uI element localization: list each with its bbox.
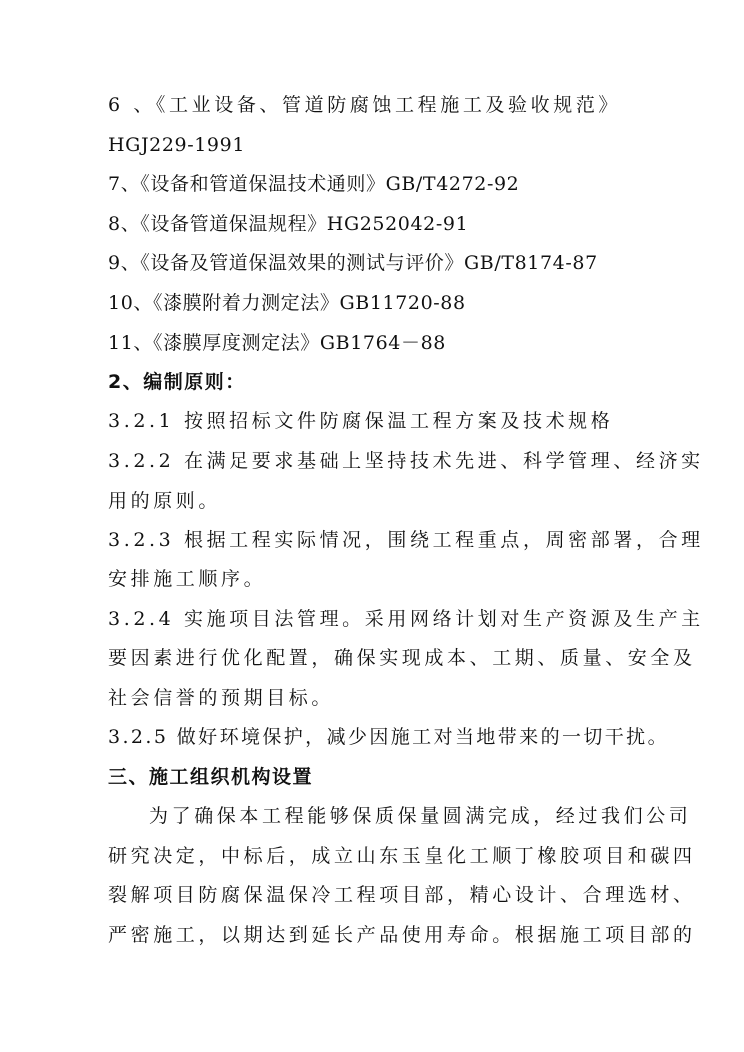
principle-3-2-2-cont: 用的原则。 [108, 490, 222, 512]
standard-item-11: 11、《漆膜厚度测定法》GB1764－88 [108, 332, 446, 354]
principle-3-2-2: 3.2.2 在满足要求基础上坚持技术先进、科学管理、经济实 [108, 450, 704, 472]
standard-item-10: 10、《漆膜附着力测定法》GB11720-88 [108, 292, 466, 314]
standard-item-9: 9、《设备及管道保温效果的测试与评价》GB/T8174-87 [108, 252, 598, 274]
standard-item-6-code: HGJ229-1991 [108, 134, 246, 156]
standard-item-7: 7、《设备和管道保温技术通则》GB/T4272-92 [108, 173, 520, 195]
org-paragraph-line-3: 裂解项目防腐保温保冷工程项目部，精心设计、合理选材、 [108, 884, 696, 906]
org-paragraph-line-1: 为了确保本工程能够保质保量圆满完成，经过我们公司 [149, 805, 692, 827]
principle-3-2-5: 3.2.5 做好环境保护，减少因施工对当地带来的一切干扰。 [108, 726, 669, 748]
principle-3-2-3-cont: 安排施工顺序。 [108, 568, 267, 590]
standard-item-6: 6 、《工业设备、管道防腐蚀工程施工及验收规范》 [108, 94, 622, 116]
principle-3-2-1: 3.2.1 按照招标文件防腐保温工程方案及技术规格 [108, 410, 614, 432]
principle-3-2-3: 3.2.3 根据工程实际情况，围绕工程重点，周密部署，合理 [108, 529, 704, 551]
standard-item-8: 8、《设备管道保温规程》HG252042-91 [108, 213, 469, 235]
org-paragraph-line-2: 研究决定，中标后，成立山东玉皇化工顺丁橡胶项目和碳四 [108, 845, 696, 867]
section2-heading: 2、编制原则： [108, 371, 246, 393]
principle-3-2-4-cont1: 要因素进行优化配置，确保实现成本、工期、质量、安全及 [108, 647, 696, 669]
org-paragraph-line-4: 严密施工，以期达到延长产品使用寿命。根据施工项目部的 [108, 924, 696, 946]
section3-heading: 三、施工组织机构设置 [108, 766, 314, 788]
principle-3-2-4: 3.2.4 实施项目法管理。采用网络计划对生产资源及生产主 [108, 608, 704, 630]
principle-3-2-4-cont2: 社会信誉的预期目标。 [108, 687, 335, 709]
